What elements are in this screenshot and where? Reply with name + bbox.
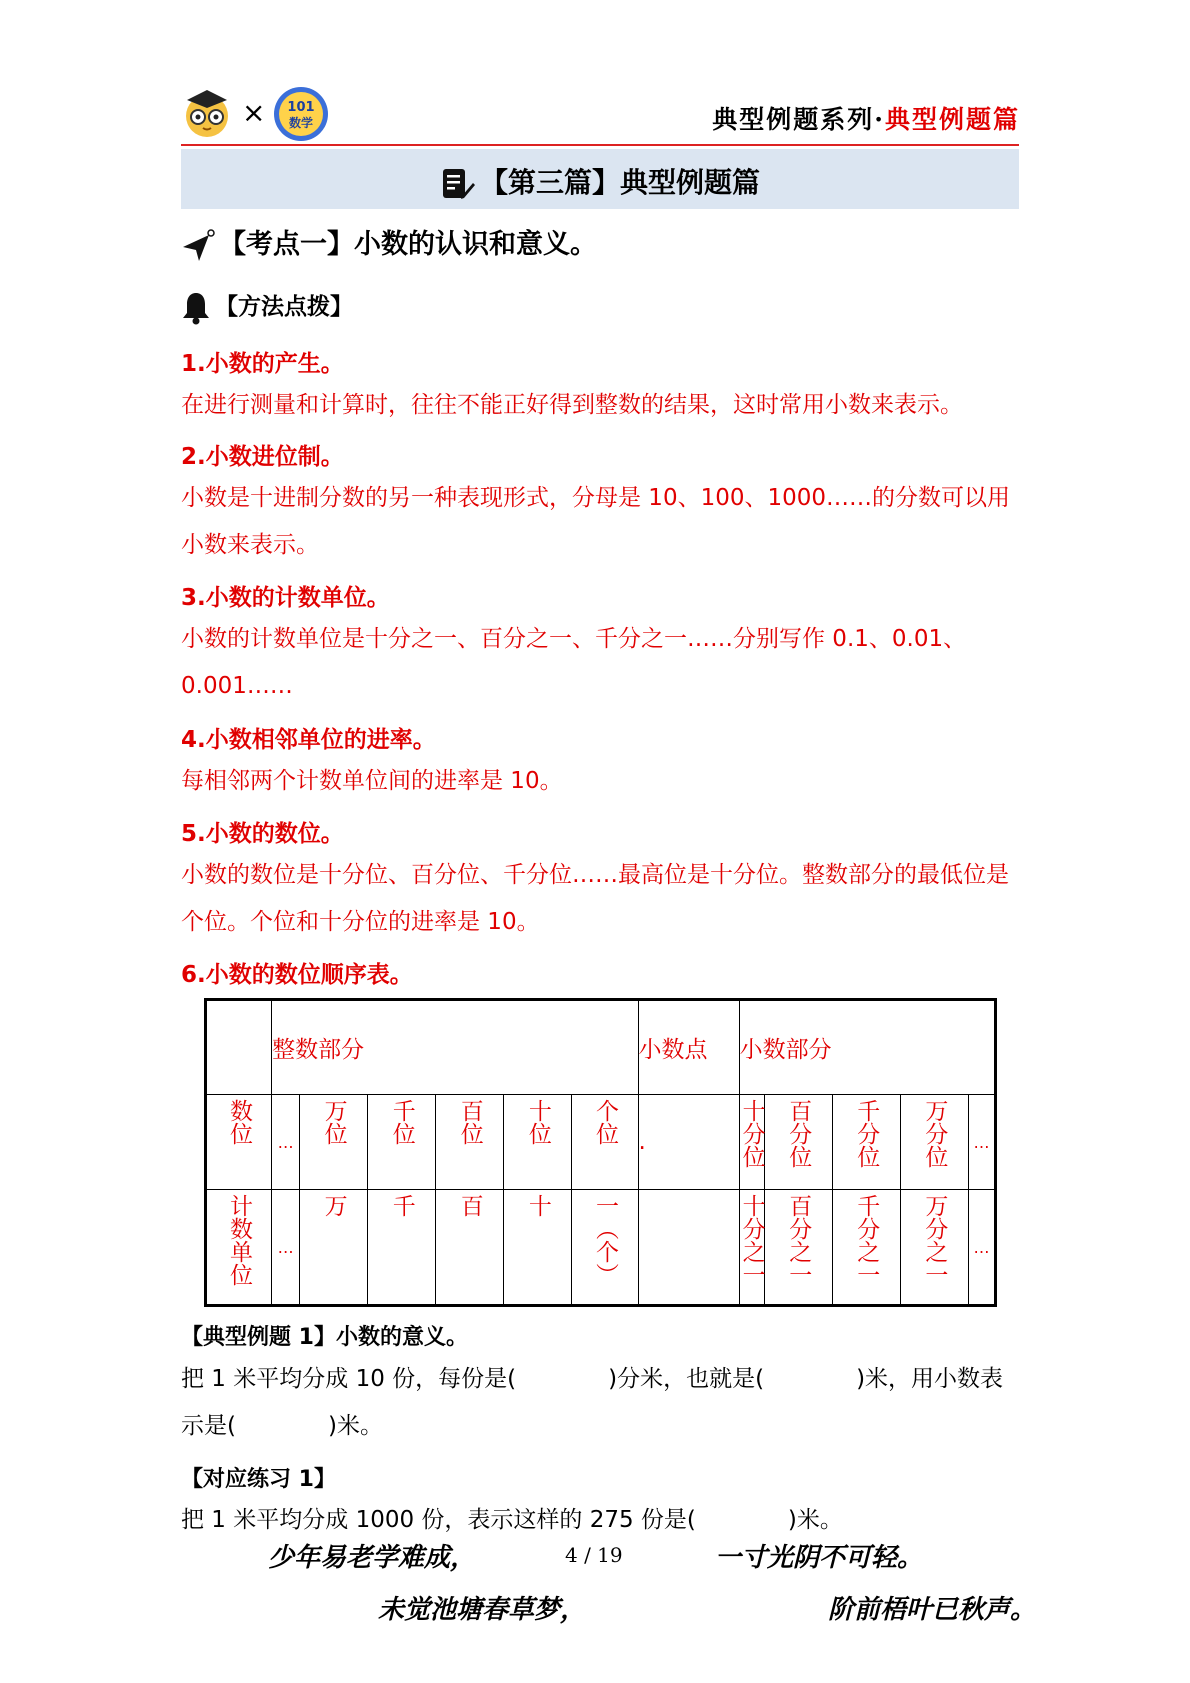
svg-text:101: 101 <box>287 100 315 115</box>
empty-cell <box>638 1190 739 1306</box>
ellipsis-cell: … <box>272 1095 300 1190</box>
owl-logo-icon <box>181 86 233 138</box>
item-title-6: 6.小数的数位顺序表。 <box>181 962 413 988</box>
footer-poem-line-2-right: 阶前梧叶已秋声。 <box>828 1595 1037 1625</box>
method-heading <box>181 288 353 325</box>
decimal-part-header: 小数部分 <box>739 1000 995 1095</box>
series-title-red: 典型例题篇 <box>884 105 1020 134</box>
item-body-1: 在进行测量和计算时，往往不能正好得到整数的结果，这时常用小数来表示。 <box>181 392 963 418</box>
place-cell: 万位 <box>320 1099 347 1145</box>
row-label-place: 数位 <box>226 1099 253 1145</box>
practice-body: 把 1 米平均分成 1000 份，表示这样的 275 份是( )米。 <box>181 1507 843 1533</box>
item-title-3: 3.小数的计数单位。 <box>181 585 390 611</box>
series-title-black: 典型例题系列· <box>712 105 885 134</box>
method-title: 【方法点拨】 <box>215 294 353 320</box>
ellipsis-cell: … <box>272 1190 300 1306</box>
place-value-table <box>204 998 997 1307</box>
banner-title: 【第三篇】典型例题篇 <box>479 166 760 199</box>
item-title-2: 2.小数进位制。 <box>181 444 344 470</box>
unit-cell: 百 <box>456 1194 483 1217</box>
svg-text:数学: 数学 <box>288 116 314 130</box>
page-number: 4 / 19 <box>565 1543 623 1567</box>
item-title-4: 4.小数相邻单位的进率。 <box>181 727 436 753</box>
ellipsis-cell: … <box>968 1095 995 1190</box>
header-divider <box>181 144 1019 146</box>
item-title-1: 1.小数的产生。 <box>181 351 344 377</box>
decimal-point-cell: . <box>638 1095 739 1190</box>
unit-cell: 万分之一 <box>921 1194 948 1286</box>
unit-cell: 万 <box>320 1194 347 1217</box>
unit-cell: 千分之一 <box>853 1194 880 1286</box>
row-label-unit: 计数单位 <box>226 1194 253 1286</box>
item-body-3: 小数的计数单位是十分之一、百分之一、千分之一……分别写作 0.1、0.01、0.001…… <box>181 626 967 699</box>
place-cell: 个位 <box>591 1099 618 1145</box>
item-title-5: 5.小数的数位。 <box>181 821 344 847</box>
decimal-point-header: 小数点 <box>638 1000 739 1095</box>
unit-cell: 百分之一 <box>785 1194 812 1286</box>
unit-cell: 千 <box>388 1194 415 1217</box>
math101-logo-icon <box>272 85 330 143</box>
navigation-arrow-icon <box>181 229 215 263</box>
ellipsis-cell: … <box>968 1190 995 1306</box>
series-title <box>712 100 1020 136</box>
place-cell: 十位 <box>524 1099 551 1145</box>
item-body-4: 每相邻两个计数单位间的进率是 10。 <box>181 768 563 794</box>
integer-part-header: 整数部分 <box>272 1000 638 1095</box>
section-banner <box>181 149 1019 209</box>
practice-title: 【对应练习 1】 <box>181 1467 336 1492</box>
place-cell: 十分位 <box>738 1099 765 1168</box>
table-corner-cell <box>206 1000 272 1095</box>
knowledge-point-title: 【考点一】小数的认识和意义。 <box>219 229 597 260</box>
footer-poem-line-1-right: 一寸光阴不可轻。 <box>715 1543 924 1573</box>
item-body-5: 小数的数位是十分位、百分位、千分位……最高位是十分位。整数部分的最低位是个位。个位和十分位的进率是 10。 <box>181 862 1009 935</box>
place-cell: 千分位 <box>853 1099 880 1168</box>
example-title: 【典型例题 1】小数的意义。 <box>181 1325 468 1350</box>
footer-poem-line-1-left: 少年易老学难成， <box>268 1543 477 1573</box>
item-body-2: 小数是十进制分数的另一种表现形式，分母是 10、100、1000……的分数可以用小数来表示。 <box>181 485 1011 558</box>
unit-cell: 十分之一 <box>738 1194 765 1286</box>
place-cell: 万分位 <box>921 1099 948 1168</box>
place-cell: 百分位 <box>785 1099 812 1168</box>
times-sign: × <box>242 96 266 129</box>
example-body: 把 1 米平均分成 10 份，每份是( )分米，也就是( )米，用小数表示是( )米。 <box>181 1366 1004 1439</box>
place-cell: 百位 <box>456 1099 483 1145</box>
notepad-pen-icon <box>440 166 476 202</box>
knowledge-point-heading <box>181 222 597 263</box>
footer-poem-line-2-left: 未觉池塘春草梦， <box>378 1595 587 1625</box>
unit-cell: 十 <box>524 1194 551 1217</box>
bell-icon <box>181 291 211 325</box>
unit-cell: 一（个） <box>591 1194 618 1286</box>
place-cell: 千位 <box>388 1099 415 1145</box>
